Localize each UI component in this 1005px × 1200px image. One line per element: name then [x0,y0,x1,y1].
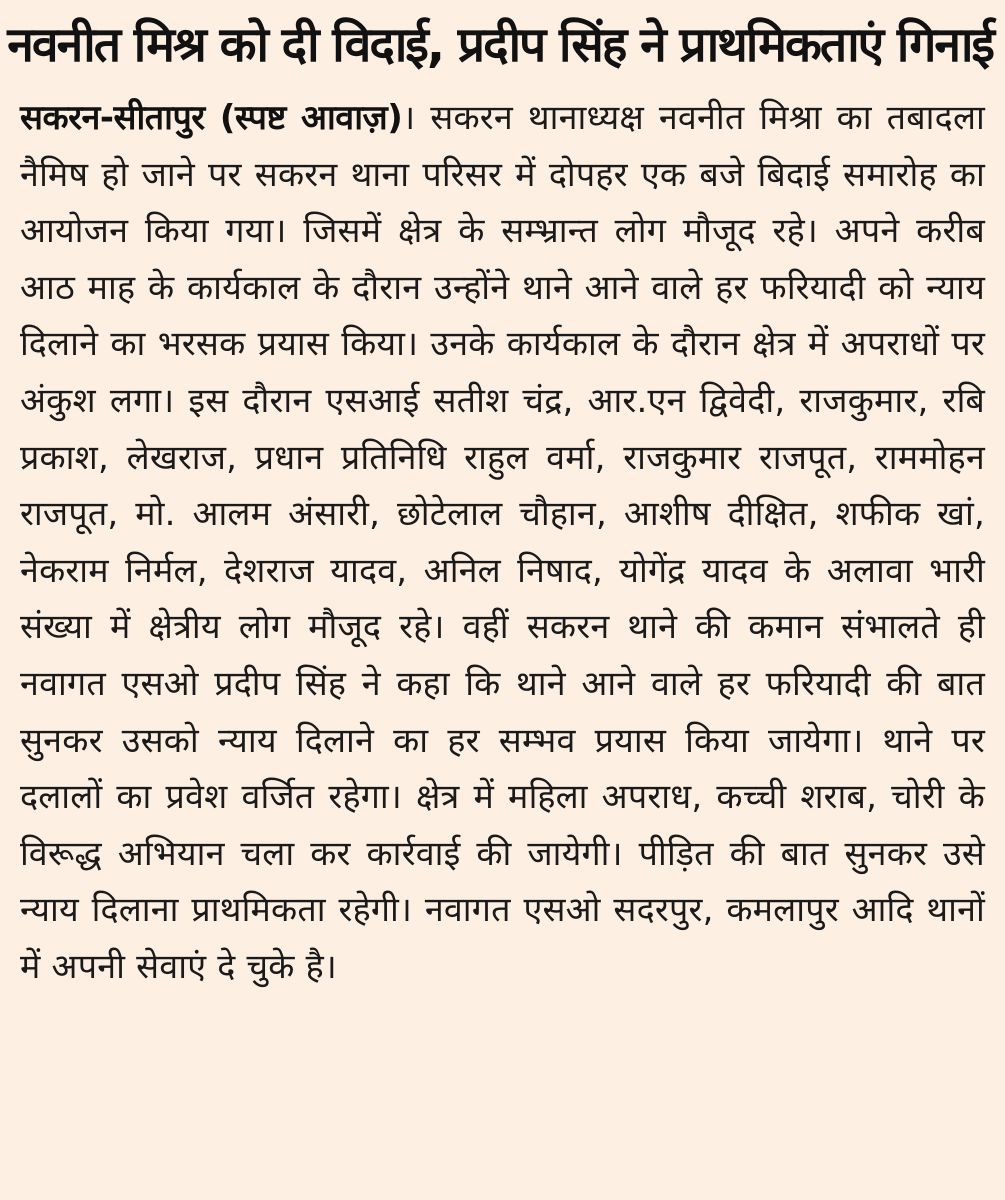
article-dateline: सकरन-सीतापुर (स्पष्ट आवाज़) [20,98,403,138]
article-headline: नवनीत मिश्र को दी विदाई, प्रदीप सिंह ने प्राथमिकताएं गिनाई [7,17,993,73]
article-body [20,90,985,996]
article-body-text: । सकरन थानाध्यक्ष नवनीत मिश्रा का तबादला नैमिष हो जाने पर सकरन थाना परिसर में दोपहर एक बजे बिदाई समारोह का आयोजन किया गया। जिसमें क्षेत्र के सम्भ्रान्त लोग मौजूद रहे। अपने करीब आठ माह के कार्यकाल के दौरान उन्होंने थाने आने वाले हर फरियादी को न्याय दिलाने का भरसक प्रयास किया। उनके कार्यकाल के दौरान क्षेत्र में अपराधों पर अंकुश लगा। इस दौरान एसआई सतीश चंद्र, आर.एन द्विवेदी, राजकुमार, रबि प्रकाश, लेखराज, प्रधान प्रतिनिधि राहुल वर्मा, राजकुमार राजपूत, राममोहन राजपूत, मो. आलम अंसारी, छोटेलाल चौहान, आशीष दीक्षित, शफीक खां, नेकराम निर्मल, देशराज यादव, अनिल निषाद, योगेंद्र यादव के अलावा भारी संख्या में क्षेत्रीय लोग मौजूद रहे। वहीं सकरन थाने की कमान संभालते ही नवागत एसओ प्रदीप सिंह ने कहा कि थाने आने वाले हर फरियादी की बात सुनकर उसको न्याय दिलाने का हर सम्भव प्रयास किया जायेगा। थाने पर दलालों का प्रवेश वर्जित रहेगा। क्षेत्र में महिला अपराध, कच्ची शराब, चोरी के विरूद्ध अभियान चला कर कार्रवाई की जायेगी। पीड़ित की बात सुनकर उसे न्याय दिलाना प्राथमिकता रहेगी। नवागत एसओ सदरपुर, कमलापुर आदि थानों में अपनी सेवाएं दे चुके है। [20,98,985,987]
